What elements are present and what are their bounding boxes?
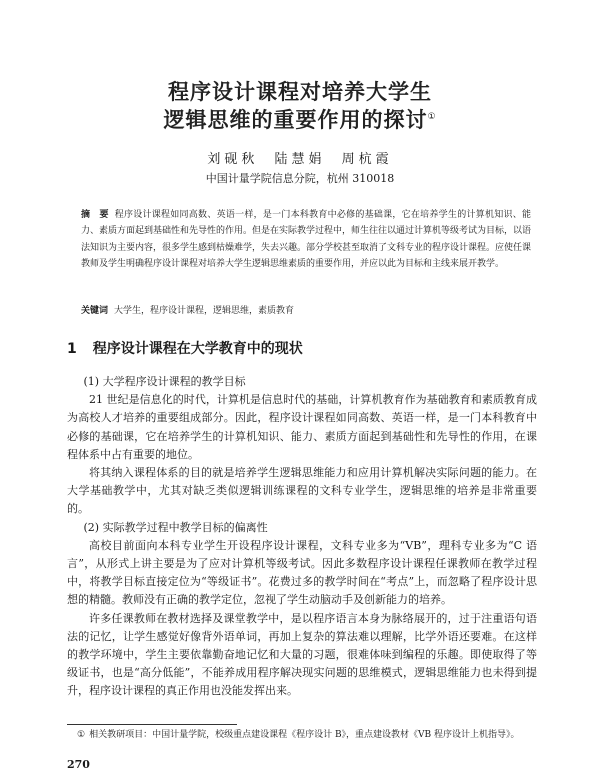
keywords [81, 304, 531, 318]
subheading-1: (1) 大学程序设计课程的教学目标 [83, 375, 246, 388]
subheading-2: (2) 实际教学过程中教学目标的偏离性 [83, 520, 268, 534]
author-affiliation: 中国计量学院信息分院，杭州 310018 [205, 172, 395, 185]
paper-title-line-2 [0, 104, 600, 134]
keywords-text: 大学生，程序设计课程，逻辑思维，素质教育 [114, 306, 295, 316]
footnote-divider [67, 724, 237, 725]
keywords-label: 关键词 [81, 306, 109, 316]
paper-title-line-2-text: 逻辑思维的重要作用的探讨 [163, 108, 428, 132]
abstract [81, 207, 531, 272]
paper-title-line-1: 程序设计课程对培养大学生 [168, 80, 432, 104]
footnote [67, 728, 537, 743]
footnote-mark: ① [77, 730, 86, 740]
footnote-text: 相关教研项目：中国计量学院，校级重点建设课程《程序设计 B》，重点建设教材《VB 程序设计上机指导》。 [89, 730, 520, 740]
paragraph-4: 许多任课教师在教材选择及课堂教学中，是以程序语言本身为脉络展开的，过于注重语句语法的记忆，让学生感觉好像背外语单词，再加上复杂的算法难以理解，比学外语还要难。在这样的教学环境中，学生主要依靠勤奋地记忆和大量的习题，很难体味到编程的乐趣。即使取得了等级证书，也是“高分低能”，不能养成用程序解决现实问题的思维模式，逻辑思维能力也未得到提升，程序设计课程的真正作用也没能发挥出来。 [67, 611, 537, 698]
section-heading [67, 338, 537, 358]
paragraph-2: 将其纳入课程体系的目的就是培养学生逻辑思维能力和应用计算机解决实际问题的能力。在大学基础教学中，尤其对缺乏类似逻辑训练课程的文科专业学生，逻辑思维的培养是非常重要的。 [67, 466, 537, 516]
page-number: 270 [67, 758, 90, 771]
paragraph-3: 高校目前面向本科专业学生开设程序设计课程，文科专业多为“VB”，理科专业多为“C 语言”，从形式上讲主要是为了应对计算机等级考试。因此多数程序设计课程任课教师在教学过程中，将教学目标直接定位为“等级证书”。花费过多的教学时间在“考点”上，而忽略了程序设计思想的精髓。教师没有正确的教学定位，忽视了学生动脑动手及创新能力的培养。 [67, 538, 537, 607]
section-title: 程序设计课程在大学教育中的现状 [92, 341, 303, 357]
author-list: 刘砚秋 陆慧娟 周杭霞 [207, 152, 393, 167]
abstract-text: 程序设计课程如同高数、英语一样，是一门本科教育中必修的基础课，它在培养学生的计算机知识、能力、素质方面起到基础性和先导性的作用。但是在实际教学过程中，师生往往以通过计算机等级考试为目标，以语法知识为主要内容，很多学生感到枯燥难学，失去兴趣。部分学校甚至取消了文科专业的程序设计课程。应使任课教师及学生明确程序设计课程对培养大学生逻辑思维素质的重要作用，并应以此为目标和主线来展开教学。 [81, 210, 532, 269]
abstract-label: 摘 要 [81, 210, 109, 220]
body-text [67, 373, 537, 701]
section-number: 1 [67, 341, 77, 357]
paragraph-1: 21 世纪是信息化的时代，计算机是信息时代的基础，计算机教育作为基础教育和素质教育成为高校人才培养的重要组成部分。因此，程序设计课程如同高数、英语一样，是一门本科教育中必修的基础课，它在培养学生的计算机知识、能力、素质方面起到基础性和先导性的作用，在课程体系中占有重要的地位。 [67, 393, 537, 461]
title-footnote-mark: ① [427, 112, 437, 122]
